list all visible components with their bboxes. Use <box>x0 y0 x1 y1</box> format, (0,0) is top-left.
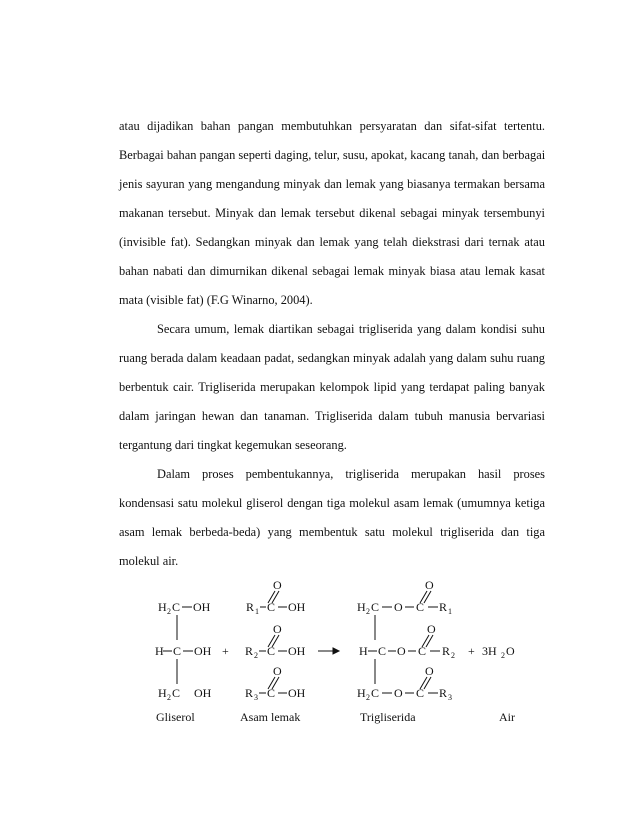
text-line: kondensasi satu molekul gliserol dengan tiga molekul asam lemak (umumnya ketiga <box>119 496 545 510</box>
text-line: Berbagai bahan pangan seperti daging, telur, susu, apokat, kacang tanah, dan berbagai <box>119 148 546 162</box>
acid1-r: R <box>246 600 255 614</box>
text-line: (invisible fat). Sedangkan minyak dan lemak yang telah diekstrasi dari ternak atau <box>119 235 545 249</box>
tg-r1-sub: 1 <box>448 607 452 616</box>
glycerol-sub3: 2 <box>167 693 171 702</box>
acid1-c: C <box>267 600 276 614</box>
tg-sub1: 2 <box>366 607 370 616</box>
text-line: berbentuk cair. Trigliserida merupakan kelompok lipid yang terdapat paling banyak <box>119 380 545 394</box>
tg-o2: O <box>397 644 406 658</box>
acid3-oh: OH <box>288 686 306 700</box>
tg-c1: C <box>371 600 380 614</box>
text-line: mata (visible fat) (F.G Winarno, 2004). <box>119 293 313 307</box>
acid3-r: R <box>245 686 254 700</box>
tg-h1: H <box>357 600 366 614</box>
tg-c3: C <box>371 686 380 700</box>
acid2-o: O <box>273 622 282 636</box>
tg-c2b: C <box>418 644 427 658</box>
tg-r1: R <box>439 600 448 614</box>
tg-sub3: 2 <box>366 693 370 702</box>
text-line: jenis sayuran yang mengandung minyak dan lemak yang biasanya termakan bersama <box>119 177 545 191</box>
tg-o2b: O <box>427 622 436 636</box>
glycerol-h1: H <box>158 600 167 614</box>
acid3-c: C <box>267 686 276 700</box>
tg-r2: R <box>442 644 451 658</box>
acid1-oh: OH <box>288 600 306 614</box>
plus-sign-2: + <box>468 644 475 658</box>
tg-c1b: C <box>416 600 425 614</box>
tg-r3: R <box>439 686 448 700</box>
glycerol-c1: C <box>172 600 181 614</box>
tg-h3: H <box>357 686 366 700</box>
text-line: makanan tersebut. Minyak dan lemak tersebut dikenal sebagai minyak tersembunyi <box>119 206 545 220</box>
text-line: atau dijadikan bahan pangan membutuhkan persyaratan dan sifat-sifat tertentu. <box>119 119 545 133</box>
label-glycerol: Gliserol <box>156 710 195 724</box>
water-formula <box>482 644 515 660</box>
tg-o3b: O <box>425 664 434 678</box>
glycerol-h3: H <box>158 686 167 700</box>
acid3-sub: 3 <box>254 693 258 702</box>
label-fatty-acid: Asam lemak <box>240 710 301 724</box>
tg-r2-sub: 2 <box>451 651 455 660</box>
glycerol-oh3: OH <box>194 686 212 700</box>
triglyceride-structure <box>357 578 455 702</box>
acid2-c: C <box>267 644 276 658</box>
acid2-sub: 2 <box>254 651 258 660</box>
glycerol-h: H <box>155 644 164 658</box>
text-line: dalam jaringan hewan dan tanaman. Trigliserida dalam tubuh manusia bervariasi <box>119 409 545 423</box>
tg-c3b: C <box>416 686 425 700</box>
glycerol-c3: C <box>172 686 181 700</box>
text-line: Dalam proses pembentukannya, trigliserida merupakan hasil proses <box>157 467 545 481</box>
glycerol-sub1: 2 <box>167 607 171 616</box>
tg-r3-sub: 3 <box>448 693 452 702</box>
water-o: O <box>506 644 515 658</box>
text-line: bahan nabati dan dimurnikan dikenal sebagai lemak minyak biasa atau lemak kasat <box>119 264 545 278</box>
acid1-o: O <box>273 578 282 592</box>
glycerol-oh1: OH <box>193 600 211 614</box>
text-line: ruang berada dalam keadaan padat, sedangkan minyak adalah yang dalam suhu ruang <box>119 351 545 365</box>
glycerol-c2: C <box>173 644 182 658</box>
acid2-r: R <box>245 644 254 658</box>
fatty-acid-structures <box>245 578 306 702</box>
acid2-oh: OH <box>288 644 306 658</box>
water-coef: 3H <box>482 644 497 658</box>
glycerol-structure <box>155 600 212 702</box>
text-line: molekul air. <box>119 554 179 568</box>
text-line: asam lemak berbeda-beda) yang membentuk satu molekul trigliserida dan tiga <box>119 525 545 539</box>
label-triglyceride: Trigliserida <box>360 710 416 724</box>
text-line: tergantung dari tingkat kegemukan seseorang. <box>119 438 347 452</box>
text-line: Secara umum, lemak diartikan sebagai trigliserida yang dalam kondisi suhu <box>157 322 545 336</box>
acid3-o: O <box>273 664 282 678</box>
tg-o1b: O <box>425 578 434 592</box>
tg-c2: C <box>378 644 387 658</box>
acid1-sub: 1 <box>255 607 259 616</box>
tg-h: H <box>359 644 368 658</box>
label-water: Air <box>499 710 515 724</box>
glycerol-oh2: OH <box>194 644 212 658</box>
plus-sign-1: + <box>222 644 229 658</box>
water-sub: 2 <box>501 651 505 660</box>
tg-o3: O <box>394 686 403 700</box>
tg-o1: O <box>394 600 403 614</box>
reaction-arrow-icon <box>318 648 339 654</box>
